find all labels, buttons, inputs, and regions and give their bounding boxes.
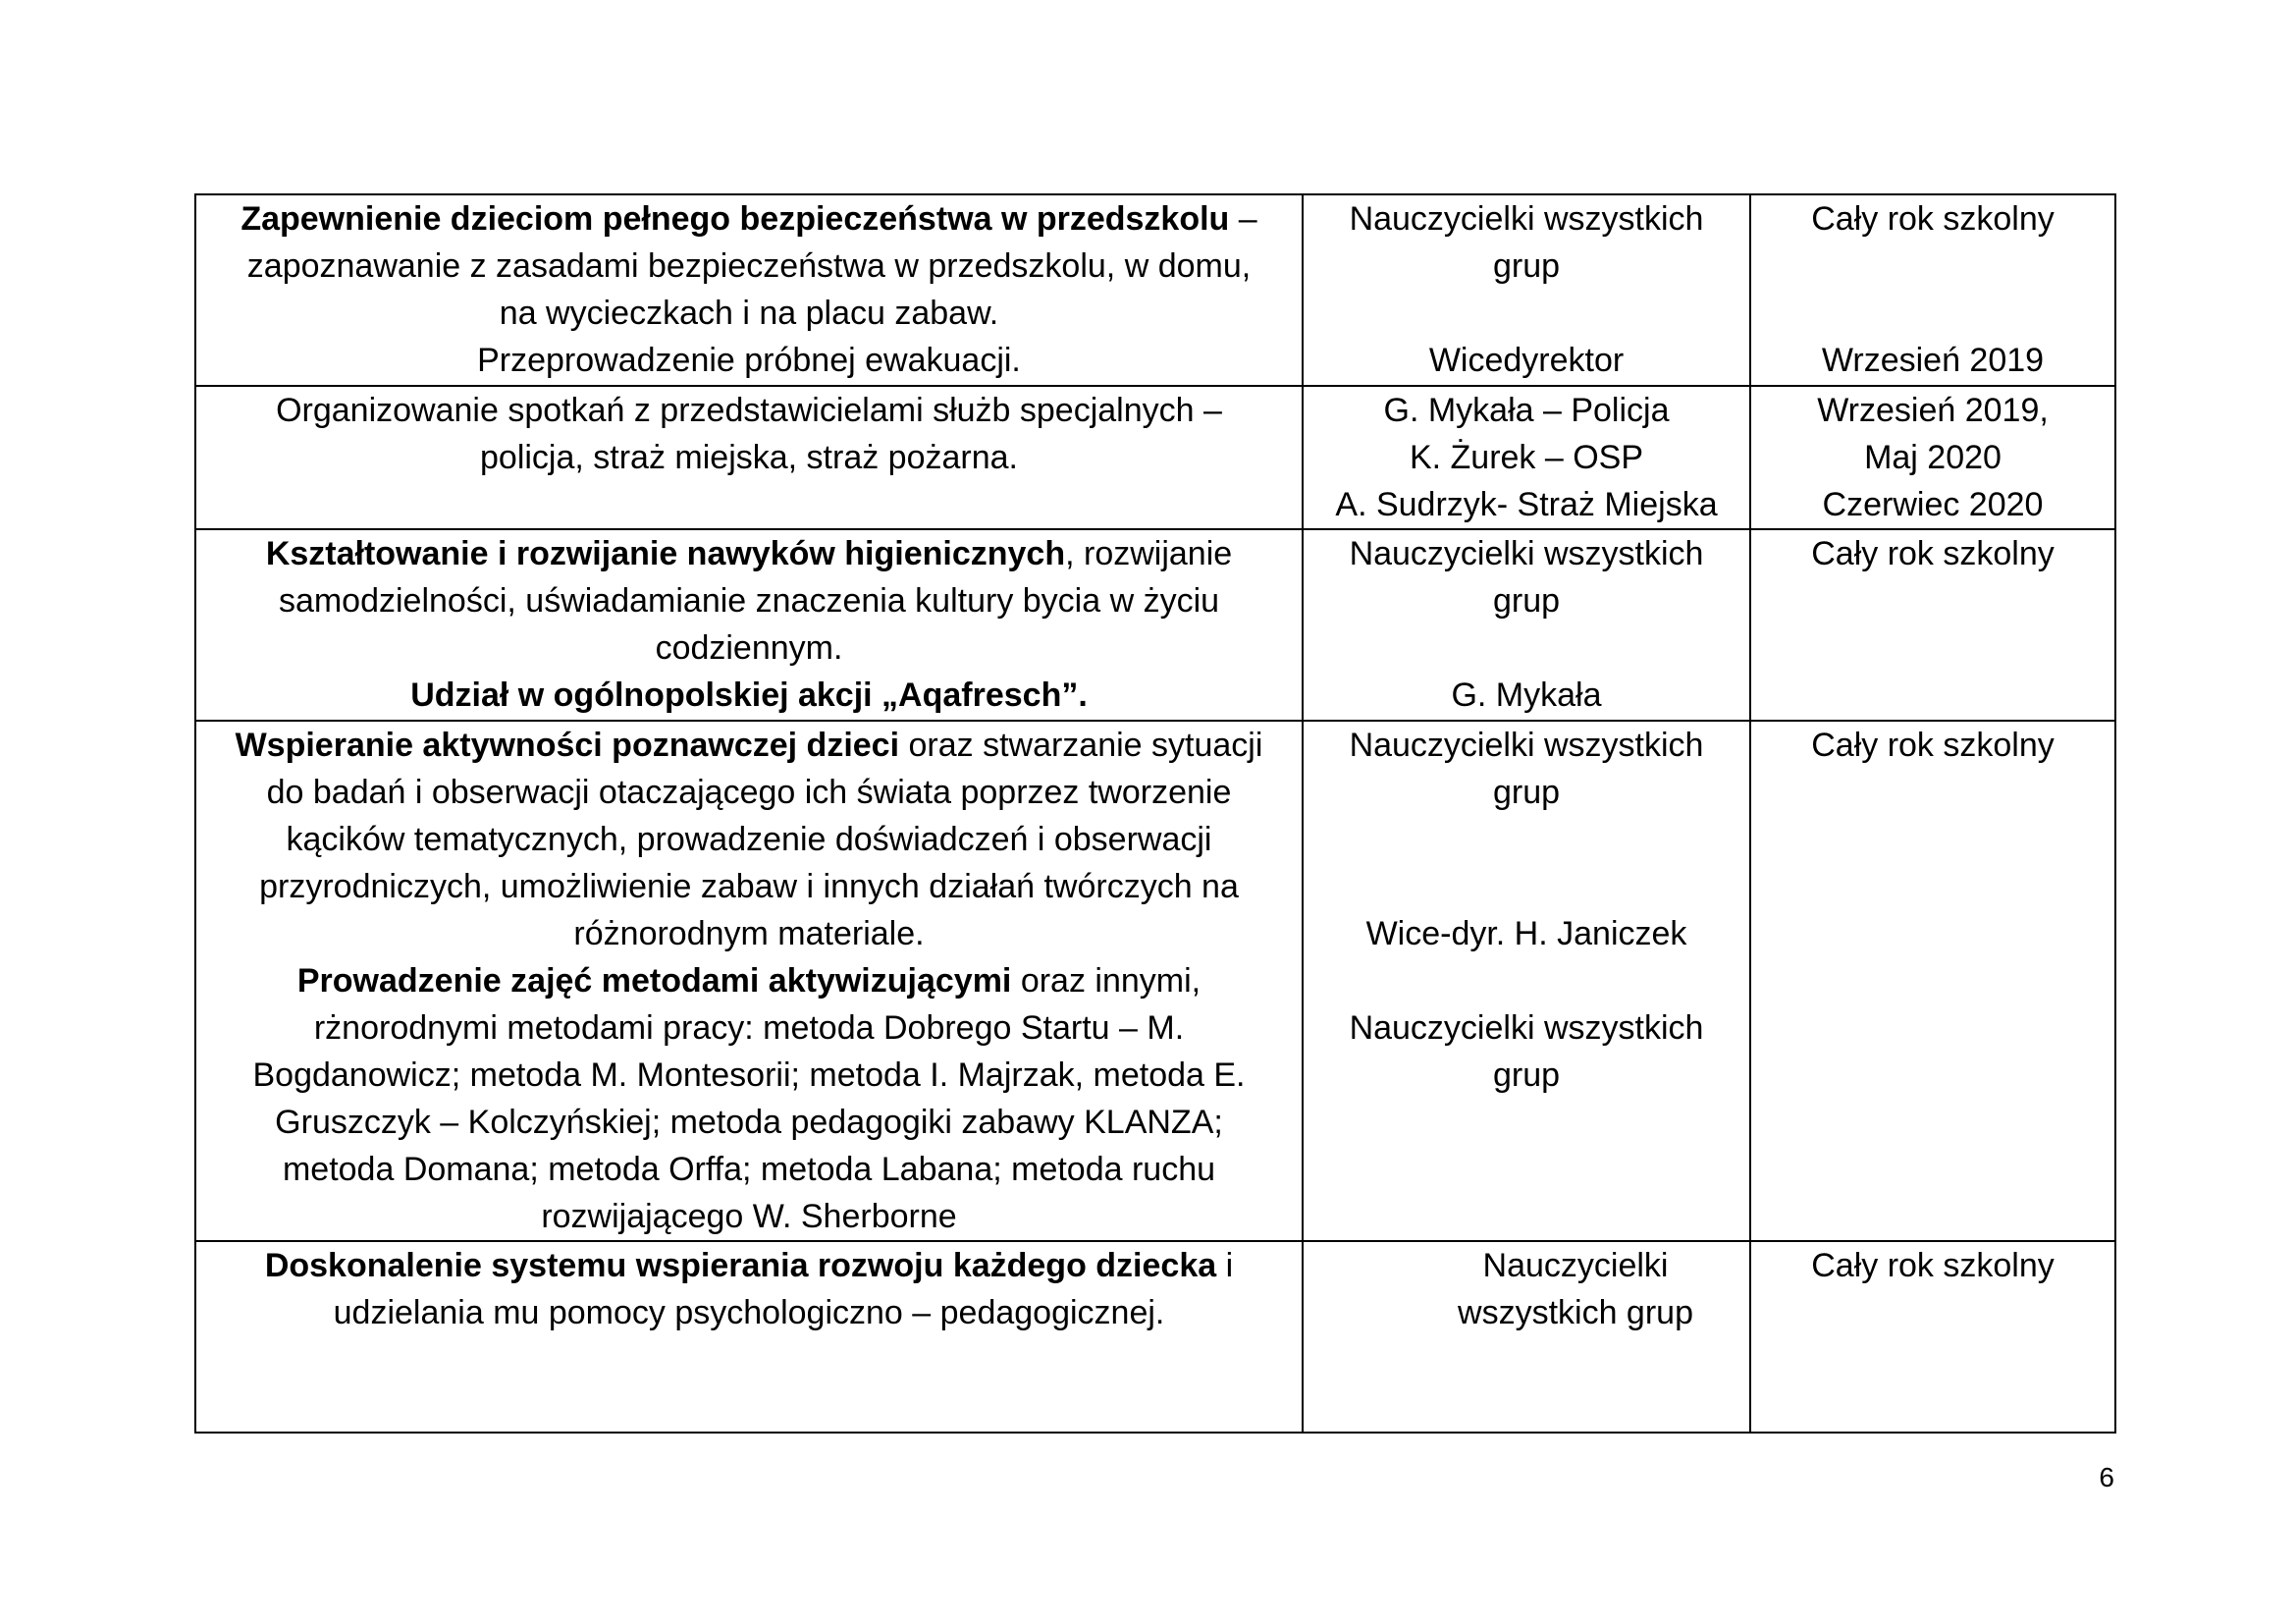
deadline-line: Wrzesień 2019, bbox=[1817, 392, 2049, 429]
task-heading: Doskonalenie systemu wspierania rozwoju każdego dziecka bbox=[264, 1247, 1217, 1284]
task-line: do badań i obserwacji otaczającego ich świata poprzez tworzenie bbox=[266, 774, 1232, 811]
plan-table bbox=[194, 193, 2116, 1434]
task-line: Bogdanowicz; metoda M. Montesorii; metoda I. Majrzak, metoda E. bbox=[252, 1056, 1246, 1094]
responsible-line: G. Mykała bbox=[1451, 677, 1602, 714]
responsible-line: A. Sudrzyk- Straż Miejska bbox=[1335, 486, 1718, 523]
task-heading: Udział w ogólnopolskiej akcji „Aqafresch”. bbox=[410, 677, 1088, 714]
task-line: na wycieczkach i na placu zabaw. bbox=[499, 295, 999, 332]
deadline-line: Cały rok szkolny bbox=[1811, 727, 2055, 764]
responsible-cell bbox=[1303, 721, 1750, 1241]
deadline-line: Maj 2020 bbox=[1864, 439, 2002, 476]
task-line: codziennym. bbox=[655, 629, 843, 667]
task-line: rżnorodnymi metodami pracy: metoda Dobrego Startu – M. bbox=[313, 1009, 1185, 1047]
responsible-line: wszystkich grup bbox=[1458, 1294, 1693, 1331]
responsible-line: Nauczycielki wszystkich bbox=[1349, 727, 1704, 764]
responsible-line: grup bbox=[1492, 774, 1561, 811]
responsible-line: Nauczycielki wszystkich bbox=[1349, 1009, 1704, 1047]
deadline-line: Wrzesień 2019 bbox=[1821, 342, 2045, 379]
table-row bbox=[195, 529, 2115, 721]
responsible-line: grup bbox=[1492, 247, 1561, 285]
responsible-line: Wice-dyr. H. Janiczek bbox=[1365, 915, 1687, 952]
deadline-cell bbox=[1750, 1241, 2115, 1433]
task-heading: Prowadzenie zajęć metodami aktywizującymi bbox=[296, 962, 1012, 1000]
task-line: Zapewnienie dzieciom pełnego bezpieczeństwa w przedszkolu – bbox=[240, 200, 1257, 238]
task-cell bbox=[195, 194, 1303, 386]
table-row bbox=[195, 721, 2115, 1241]
task-line: Organizowanie spotkań z przedstawicielami służb specjalnych – bbox=[276, 392, 1222, 429]
task-line: policja, straż miejska, straż pożarna. bbox=[480, 439, 1018, 476]
responsible-cell bbox=[1303, 1241, 1750, 1433]
responsible-line: grup bbox=[1492, 582, 1561, 620]
task-line: Przeprowadzenie próbnej ewakuacji. bbox=[477, 342, 1021, 379]
task-cell bbox=[195, 1241, 1303, 1433]
task-line: Doskonalenie systemu wspierania rozwoju każdego dziecka i bbox=[264, 1247, 1234, 1284]
responsible-line: Nauczycielki wszystkich bbox=[1349, 200, 1704, 238]
task-heading: Kształtowanie i rozwijanie nawyków higienicznych bbox=[265, 535, 1066, 572]
task-line: Gruszczyk – Kolczyńskiej; metoda pedagogiki zabawy KLANZA; bbox=[275, 1104, 1223, 1141]
deadline-cell bbox=[1750, 194, 2115, 386]
responsible-line: K. Żurek – OSP bbox=[1409, 439, 1644, 476]
task-line: różnorodnym materiale. bbox=[573, 915, 925, 952]
responsible-line: Nauczycielki bbox=[1482, 1247, 1669, 1284]
task-heading: Wspieranie aktywności poznawczej dzieci bbox=[235, 727, 900, 764]
task-line: Kształtowanie i rozwijanie nawyków higienicznych, rozwijanie bbox=[265, 535, 1233, 572]
task-line: rozwijającego W. Sherborne bbox=[541, 1198, 957, 1235]
task-line bbox=[208, 672, 1290, 719]
table-row bbox=[195, 386, 2115, 529]
task-line: samodzielności, uświadamianie znaczenia kultury bycia w życiu bbox=[278, 582, 1220, 620]
task-line: udzielania mu pomocy psychologiczno – pedagogicznej. bbox=[333, 1294, 1165, 1331]
task-cell bbox=[195, 721, 1303, 1241]
task-line: kącików tematycznych, prowadzenie doświadczeń i obserwacji bbox=[286, 821, 1212, 858]
deadline-line: Cały rok szkolny bbox=[1811, 535, 2055, 572]
task-line: Wspieranie aktywności poznawczej dzieci oraz stwarzanie sytuacji bbox=[235, 727, 1263, 764]
deadline-line: Czerwiec 2020 bbox=[1822, 486, 2044, 523]
responsible-cell bbox=[1303, 386, 1750, 529]
task-line: metoda Domana; metoda Orffa; metoda Labana; metoda ruchu bbox=[282, 1151, 1216, 1188]
task-line: przyrodniczych, umożliwienie zabaw i innych działań twórczych na bbox=[259, 868, 1239, 905]
responsible-line: Wicedyrektor bbox=[1428, 342, 1625, 379]
table-row bbox=[195, 1241, 2115, 1433]
deadline-line: Cały rok szkolny bbox=[1811, 200, 2055, 238]
task-line: Prowadzenie zajęć metodami aktywizującymi oraz innymi, bbox=[296, 962, 1201, 1000]
responsible-cell bbox=[1303, 529, 1750, 721]
deadline-cell bbox=[1750, 529, 2115, 721]
deadline-cell bbox=[1750, 721, 2115, 1241]
deadline-cell bbox=[1750, 386, 2115, 529]
responsible-line: grup bbox=[1492, 1056, 1561, 1094]
task-heading: Zapewnienie dzieciom pełnego bezpieczeństwa w przedszkolu bbox=[240, 200, 1230, 238]
table-row bbox=[195, 194, 2115, 386]
responsible-line: G. Mykała – Policja bbox=[1383, 392, 1670, 429]
responsible-cell bbox=[1303, 194, 1750, 386]
task-cell bbox=[195, 529, 1303, 721]
task-line: zapoznawanie z zasadami bezpieczeństwa w przedszkolu, w domu, bbox=[246, 247, 1252, 285]
page-number: 6 bbox=[2099, 1462, 2114, 1492]
responsible-line: Nauczycielki wszystkich bbox=[1349, 535, 1704, 572]
deadline-line: Cały rok szkolny bbox=[1811, 1247, 2055, 1284]
task-cell bbox=[195, 386, 1303, 529]
